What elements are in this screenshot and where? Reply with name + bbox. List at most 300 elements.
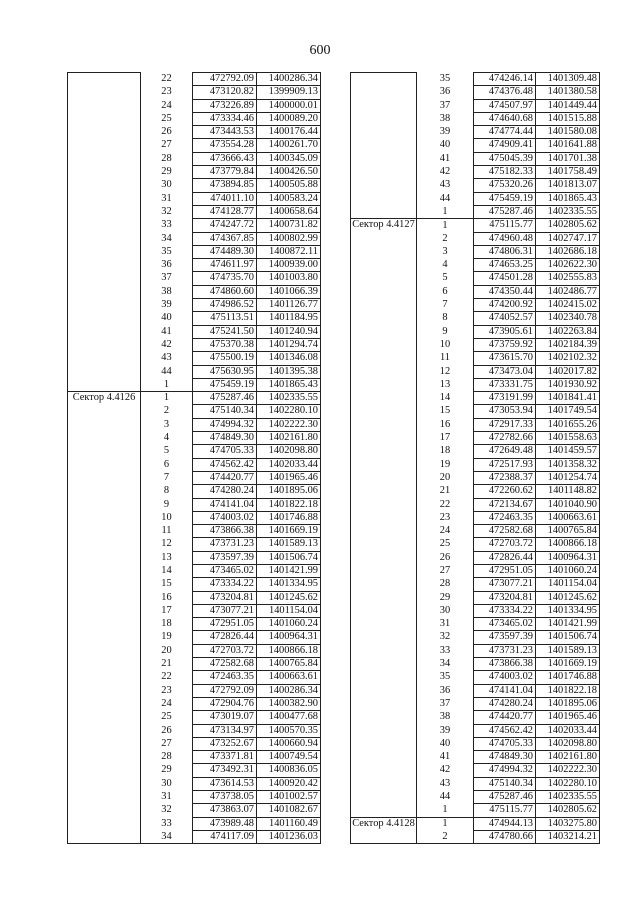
point-number: 40 — [141, 312, 193, 325]
x-coordinate: 475140.34 — [193, 405, 257, 418]
table-row — [351, 551, 600, 564]
x-coordinate: 474501.28 — [474, 272, 536, 285]
table-row — [68, 285, 321, 298]
point-number: 20 — [417, 471, 474, 484]
sector-label — [351, 724, 417, 737]
x-coordinate: 472951.05 — [474, 564, 536, 577]
table-row — [351, 365, 600, 378]
y-coordinate: 1401669.19 — [257, 525, 321, 538]
y-coordinate: 1403214.21 — [536, 830, 600, 843]
sector-label — [351, 112, 417, 125]
x-coordinate: 474909.41 — [474, 139, 536, 152]
x-coordinate: 473731.23 — [193, 538, 257, 551]
x-coordinate: 473191.99 — [474, 392, 536, 405]
x-coordinate: 475630.95 — [193, 365, 257, 378]
x-coordinate: 474141.04 — [193, 498, 257, 511]
table-row — [351, 272, 600, 285]
point-number: 41 — [417, 751, 474, 764]
y-coordinate: 1401245.62 — [257, 591, 321, 604]
x-coordinate: 473905.61 — [474, 325, 536, 338]
point-number: 12 — [417, 365, 474, 378]
x-coordinate: 473554.28 — [193, 139, 257, 152]
point-number: 27 — [141, 737, 193, 750]
sector-label — [68, 378, 141, 391]
table-row — [351, 232, 600, 245]
sector-label — [68, 538, 141, 551]
coordinates-table-left — [67, 72, 321, 844]
y-coordinate: 1401895.06 — [257, 485, 321, 498]
y-coordinate: 1401965.46 — [536, 711, 600, 724]
y-coordinate: 1400663.61 — [257, 671, 321, 684]
sector-label — [68, 671, 141, 684]
x-coordinate: 473731.23 — [474, 644, 536, 657]
x-coordinate: 475140.34 — [474, 777, 536, 790]
point-number: 13 — [417, 378, 474, 391]
x-coordinate: 473204.81 — [193, 591, 257, 604]
x-coordinate: 473989.48 — [193, 817, 257, 830]
y-coordinate: 1402098.80 — [536, 737, 600, 750]
point-number: 24 — [417, 525, 474, 538]
sector-label — [68, 791, 141, 804]
sector-label — [351, 99, 417, 112]
y-coordinate: 1402415.02 — [536, 299, 600, 312]
y-coordinate: 1401558.63 — [536, 432, 600, 445]
x-coordinate: 472703.72 — [474, 538, 536, 551]
point-number: 14 — [141, 564, 193, 577]
sector-label — [68, 578, 141, 591]
table-row — [68, 418, 321, 431]
point-number: 39 — [417, 126, 474, 139]
x-coordinate: 475500.19 — [193, 352, 257, 365]
x-coordinate: 475287.46 — [474, 791, 536, 804]
sector-label — [351, 378, 417, 391]
y-coordinate: 1401148.82 — [536, 485, 600, 498]
x-coordinate: 474280.24 — [193, 485, 257, 498]
sector-label — [68, 259, 141, 272]
x-coordinate: 474052.57 — [474, 312, 536, 325]
table-row — [68, 471, 321, 484]
y-coordinate: 1401421.99 — [536, 618, 600, 631]
sector-label — [68, 312, 141, 325]
table-row — [68, 299, 321, 312]
table-row — [68, 365, 321, 378]
point-number: 38 — [417, 711, 474, 724]
sector-label — [68, 338, 141, 351]
y-coordinate: 1402805.62 — [536, 804, 600, 817]
x-coordinate: 474011.10 — [193, 192, 257, 205]
x-coordinate: 472951.05 — [193, 618, 257, 631]
point-number: 35 — [141, 245, 193, 258]
table-row — [351, 697, 600, 710]
x-coordinate: 474705.33 — [474, 737, 536, 750]
table-row — [351, 764, 600, 777]
table-row — [68, 139, 321, 152]
x-coordinate: 475045.39 — [474, 152, 536, 165]
point-number: 18 — [141, 618, 193, 631]
table-row — [68, 817, 321, 830]
point-number: 9 — [141, 498, 193, 511]
point-number: 29 — [141, 166, 193, 179]
x-coordinate: 474986.52 — [193, 299, 257, 312]
point-number: 13 — [141, 551, 193, 564]
y-coordinate: 1400872.11 — [257, 245, 321, 258]
table-row — [68, 245, 321, 258]
point-number: 2 — [417, 232, 474, 245]
y-coordinate: 1401746.88 — [536, 671, 600, 684]
x-coordinate: 472134.67 — [474, 498, 536, 511]
y-coordinate: 1401459.57 — [536, 445, 600, 458]
sector-label — [351, 658, 417, 671]
y-coordinate: 1400765.84 — [257, 658, 321, 671]
sector-label — [351, 126, 417, 139]
point-number: 43 — [417, 777, 474, 790]
point-number: 36 — [417, 684, 474, 697]
point-number: 8 — [141, 485, 193, 498]
table-row — [351, 112, 600, 125]
table-row — [351, 73, 600, 86]
x-coordinate: 473204.81 — [474, 591, 536, 604]
sector-label — [351, 139, 417, 152]
point-number: 30 — [417, 604, 474, 617]
x-coordinate: 472517.93 — [474, 458, 536, 471]
x-coordinate: 473597.39 — [474, 631, 536, 644]
point-number: 17 — [141, 604, 193, 617]
table-row — [351, 631, 600, 644]
point-number: 9 — [417, 325, 474, 338]
x-coordinate: 473252.67 — [193, 737, 257, 750]
sector-label — [68, 525, 141, 538]
table-row — [351, 325, 600, 338]
sector-label — [351, 471, 417, 484]
y-coordinate: 1402340.78 — [536, 312, 600, 325]
x-coordinate: 474246.14 — [474, 73, 536, 86]
table-row — [68, 737, 321, 750]
sector-label — [68, 245, 141, 258]
table-row — [351, 604, 600, 617]
point-number: 44 — [417, 791, 474, 804]
sector-label — [351, 711, 417, 724]
point-number: 29 — [417, 591, 474, 604]
x-coordinate: 473894.85 — [193, 179, 257, 192]
sector-label — [351, 325, 417, 338]
x-coordinate: 475459.19 — [193, 378, 257, 391]
x-coordinate: 473331.75 — [474, 378, 536, 391]
table-row — [68, 458, 321, 471]
point-number: 35 — [417, 671, 474, 684]
x-coordinate: 473019.07 — [193, 711, 257, 724]
x-coordinate: 473615.70 — [474, 352, 536, 365]
x-coordinate: 472792.09 — [193, 684, 257, 697]
y-coordinate: 1401655.26 — [536, 418, 600, 431]
y-coordinate: 1400505.88 — [257, 179, 321, 192]
point-number: 43 — [141, 352, 193, 365]
y-coordinate: 1402686.18 — [536, 245, 600, 258]
table-row — [351, 445, 600, 458]
y-coordinate: 1402335.55 — [536, 791, 600, 804]
sector-label — [68, 126, 141, 139]
y-coordinate: 1400920.42 — [257, 777, 321, 790]
sector-label — [68, 804, 141, 817]
x-coordinate: 473779.84 — [193, 166, 257, 179]
coordinates-table-right — [350, 72, 600, 844]
point-number: 4 — [417, 259, 474, 272]
y-coordinate: 1401184.95 — [257, 312, 321, 325]
table-row — [351, 471, 600, 484]
point-number: 32 — [417, 631, 474, 644]
point-number: 22 — [141, 671, 193, 684]
table-row — [351, 86, 600, 99]
sector-label — [351, 152, 417, 165]
table-row — [351, 485, 600, 498]
point-number: 1 — [141, 378, 193, 391]
point-number: 34 — [417, 658, 474, 671]
y-coordinate: 1401421.99 — [257, 564, 321, 577]
table-row — [68, 591, 321, 604]
sector-label — [68, 618, 141, 631]
point-number: 15 — [417, 405, 474, 418]
x-coordinate: 473465.02 — [474, 618, 536, 631]
point-number: 28 — [141, 152, 193, 165]
table-row — [351, 724, 600, 737]
table-row — [351, 777, 600, 790]
y-coordinate: 1400426.50 — [257, 166, 321, 179]
point-number: 6 — [417, 285, 474, 298]
sector-label — [351, 232, 417, 245]
table-row — [351, 166, 600, 179]
point-number: 23 — [417, 511, 474, 524]
y-coordinate: 1400382.90 — [257, 697, 321, 710]
x-coordinate: 472260.62 — [474, 485, 536, 498]
y-coordinate: 1401154.04 — [536, 578, 600, 591]
sector-label: Сектор 4.4126 — [68, 392, 141, 405]
y-coordinate: 1400583.24 — [257, 192, 321, 205]
point-number: 31 — [141, 192, 193, 205]
sector-label — [351, 86, 417, 99]
table-row — [68, 525, 321, 538]
x-coordinate: 475459.19 — [474, 192, 536, 205]
x-coordinate: 474367.85 — [193, 232, 257, 245]
table-row — [351, 684, 600, 697]
x-coordinate: 474507.97 — [474, 99, 536, 112]
sector-label — [68, 591, 141, 604]
y-coordinate: 1401822.18 — [257, 498, 321, 511]
point-number: 43 — [417, 179, 474, 192]
table-row — [68, 791, 321, 804]
y-coordinate: 1401334.95 — [536, 604, 600, 617]
table-row — [68, 432, 321, 445]
x-coordinate: 474849.30 — [474, 751, 536, 764]
point-number: 33 — [141, 817, 193, 830]
y-coordinate: 1401449.44 — [536, 99, 600, 112]
x-coordinate: 474735.70 — [193, 272, 257, 285]
y-coordinate: 1401641.88 — [536, 139, 600, 152]
x-coordinate: 473866.38 — [193, 525, 257, 538]
y-coordinate: 1400286.34 — [257, 73, 321, 86]
table-row — [351, 804, 600, 817]
table-row — [351, 299, 600, 312]
point-number: 32 — [141, 205, 193, 218]
sector-label — [68, 365, 141, 378]
y-coordinate: 1400286.34 — [257, 684, 321, 697]
table-row — [68, 604, 321, 617]
table-row — [68, 724, 321, 737]
x-coordinate: 474350.44 — [474, 285, 536, 298]
y-coordinate: 1401895.06 — [536, 697, 600, 710]
y-coordinate: 1402222.30 — [257, 418, 321, 431]
x-coordinate: 473226.89 — [193, 99, 257, 112]
point-number: 42 — [417, 166, 474, 179]
sector-label — [351, 418, 417, 431]
sector-label — [68, 684, 141, 697]
x-coordinate: 474003.02 — [193, 511, 257, 524]
sector-label — [351, 352, 417, 365]
point-number: 18 — [417, 445, 474, 458]
x-coordinate: 474141.04 — [474, 684, 536, 697]
table-row — [68, 564, 321, 577]
table-row — [68, 219, 321, 232]
sector-label — [351, 804, 417, 817]
sector-label — [68, 418, 141, 431]
table-row — [68, 511, 321, 524]
point-number: 36 — [141, 259, 193, 272]
x-coordinate: 473492.31 — [193, 764, 257, 777]
sector-label — [68, 551, 141, 564]
sector-label — [68, 498, 141, 511]
x-coordinate: 474420.77 — [474, 711, 536, 724]
x-coordinate: 474806.31 — [474, 245, 536, 258]
table-row — [68, 338, 321, 351]
x-coordinate: 473371.81 — [193, 751, 257, 764]
point-number: 10 — [417, 338, 474, 351]
sector-label — [351, 671, 417, 684]
table-row — [68, 684, 321, 697]
y-coordinate: 1401236.03 — [257, 830, 321, 843]
y-coordinate: 1401040.90 — [536, 498, 600, 511]
sector-label — [351, 259, 417, 272]
sector-label — [351, 737, 417, 750]
y-coordinate: 1401813.07 — [536, 179, 600, 192]
y-coordinate: 1400939.00 — [257, 259, 321, 272]
y-coordinate: 1401245.62 — [536, 591, 600, 604]
point-number: 41 — [417, 152, 474, 165]
sector-label — [68, 152, 141, 165]
table-row — [68, 830, 321, 843]
y-coordinate: 1401580.08 — [536, 126, 600, 139]
sector-label — [68, 511, 141, 524]
y-coordinate: 1402161.80 — [536, 751, 600, 764]
table-row — [68, 392, 321, 405]
point-number: 37 — [141, 272, 193, 285]
sector-label — [68, 73, 141, 86]
x-coordinate: 474860.60 — [193, 285, 257, 298]
table-row — [351, 618, 600, 631]
point-number: 31 — [141, 791, 193, 804]
x-coordinate: 472582.68 — [474, 525, 536, 538]
point-number: 24 — [141, 697, 193, 710]
point-number: 27 — [417, 564, 474, 577]
x-coordinate: 472463.35 — [474, 511, 536, 524]
sector-label — [68, 166, 141, 179]
point-number: 24 — [141, 99, 193, 112]
x-coordinate: 472917.33 — [474, 418, 536, 431]
table-row — [68, 112, 321, 125]
x-coordinate: 474780.66 — [474, 830, 536, 843]
point-number: 29 — [141, 764, 193, 777]
point-number: 42 — [417, 764, 474, 777]
point-number: 22 — [417, 498, 474, 511]
table-row — [351, 245, 600, 258]
point-number: 27 — [141, 139, 193, 152]
sector-label — [351, 299, 417, 312]
table-row — [68, 498, 321, 511]
sector-label — [68, 405, 141, 418]
point-number: 8 — [417, 312, 474, 325]
x-coordinate: 474960.48 — [474, 232, 536, 245]
x-coordinate: 474420.77 — [193, 471, 257, 484]
sector-label — [351, 591, 417, 604]
table-row — [351, 525, 600, 538]
sector-label — [68, 604, 141, 617]
sector-label — [68, 817, 141, 830]
point-number: 32 — [141, 804, 193, 817]
y-coordinate: 1401154.04 — [257, 604, 321, 617]
sector-label — [68, 724, 141, 737]
point-number: 23 — [141, 86, 193, 99]
table-row — [351, 498, 600, 511]
table-row — [68, 179, 321, 192]
table-row — [68, 73, 321, 86]
x-coordinate: 472826.44 — [193, 631, 257, 644]
table-row — [68, 205, 321, 218]
y-coordinate: 1400765.84 — [536, 525, 600, 538]
table-row — [68, 697, 321, 710]
point-number: 10 — [141, 511, 193, 524]
sector-label — [351, 525, 417, 538]
x-coordinate: 473666.43 — [193, 152, 257, 165]
x-coordinate: 474280.24 — [474, 697, 536, 710]
y-coordinate: 1401841.41 — [536, 392, 600, 405]
y-coordinate: 1401380.58 — [536, 86, 600, 99]
y-coordinate: 1401060.24 — [536, 564, 600, 577]
y-coordinate: 1399909.13 — [257, 86, 321, 99]
point-number: 14 — [417, 392, 474, 405]
y-coordinate: 1401515.88 — [536, 112, 600, 125]
point-number: 39 — [141, 299, 193, 312]
sector-label — [351, 764, 417, 777]
y-coordinate: 1400089.20 — [257, 112, 321, 125]
sector-label — [351, 445, 417, 458]
table-row — [351, 644, 600, 657]
y-coordinate: 1402222.30 — [536, 764, 600, 777]
table-row — [351, 751, 600, 764]
sector-label — [351, 166, 417, 179]
table-row — [351, 152, 600, 165]
sector-label — [351, 365, 417, 378]
table-row — [68, 764, 321, 777]
sector-label — [351, 777, 417, 790]
point-number: 34 — [141, 232, 193, 245]
table-row — [68, 99, 321, 112]
x-coordinate: 474994.32 — [193, 418, 257, 431]
sector-label — [68, 299, 141, 312]
table-row — [351, 285, 600, 298]
point-number: 1 — [417, 804, 474, 817]
y-coordinate: 1400964.31 — [257, 631, 321, 644]
y-coordinate: 1402622.30 — [536, 259, 600, 272]
sector-label — [68, 272, 141, 285]
point-number: 2 — [141, 405, 193, 418]
sector-label — [351, 684, 417, 697]
